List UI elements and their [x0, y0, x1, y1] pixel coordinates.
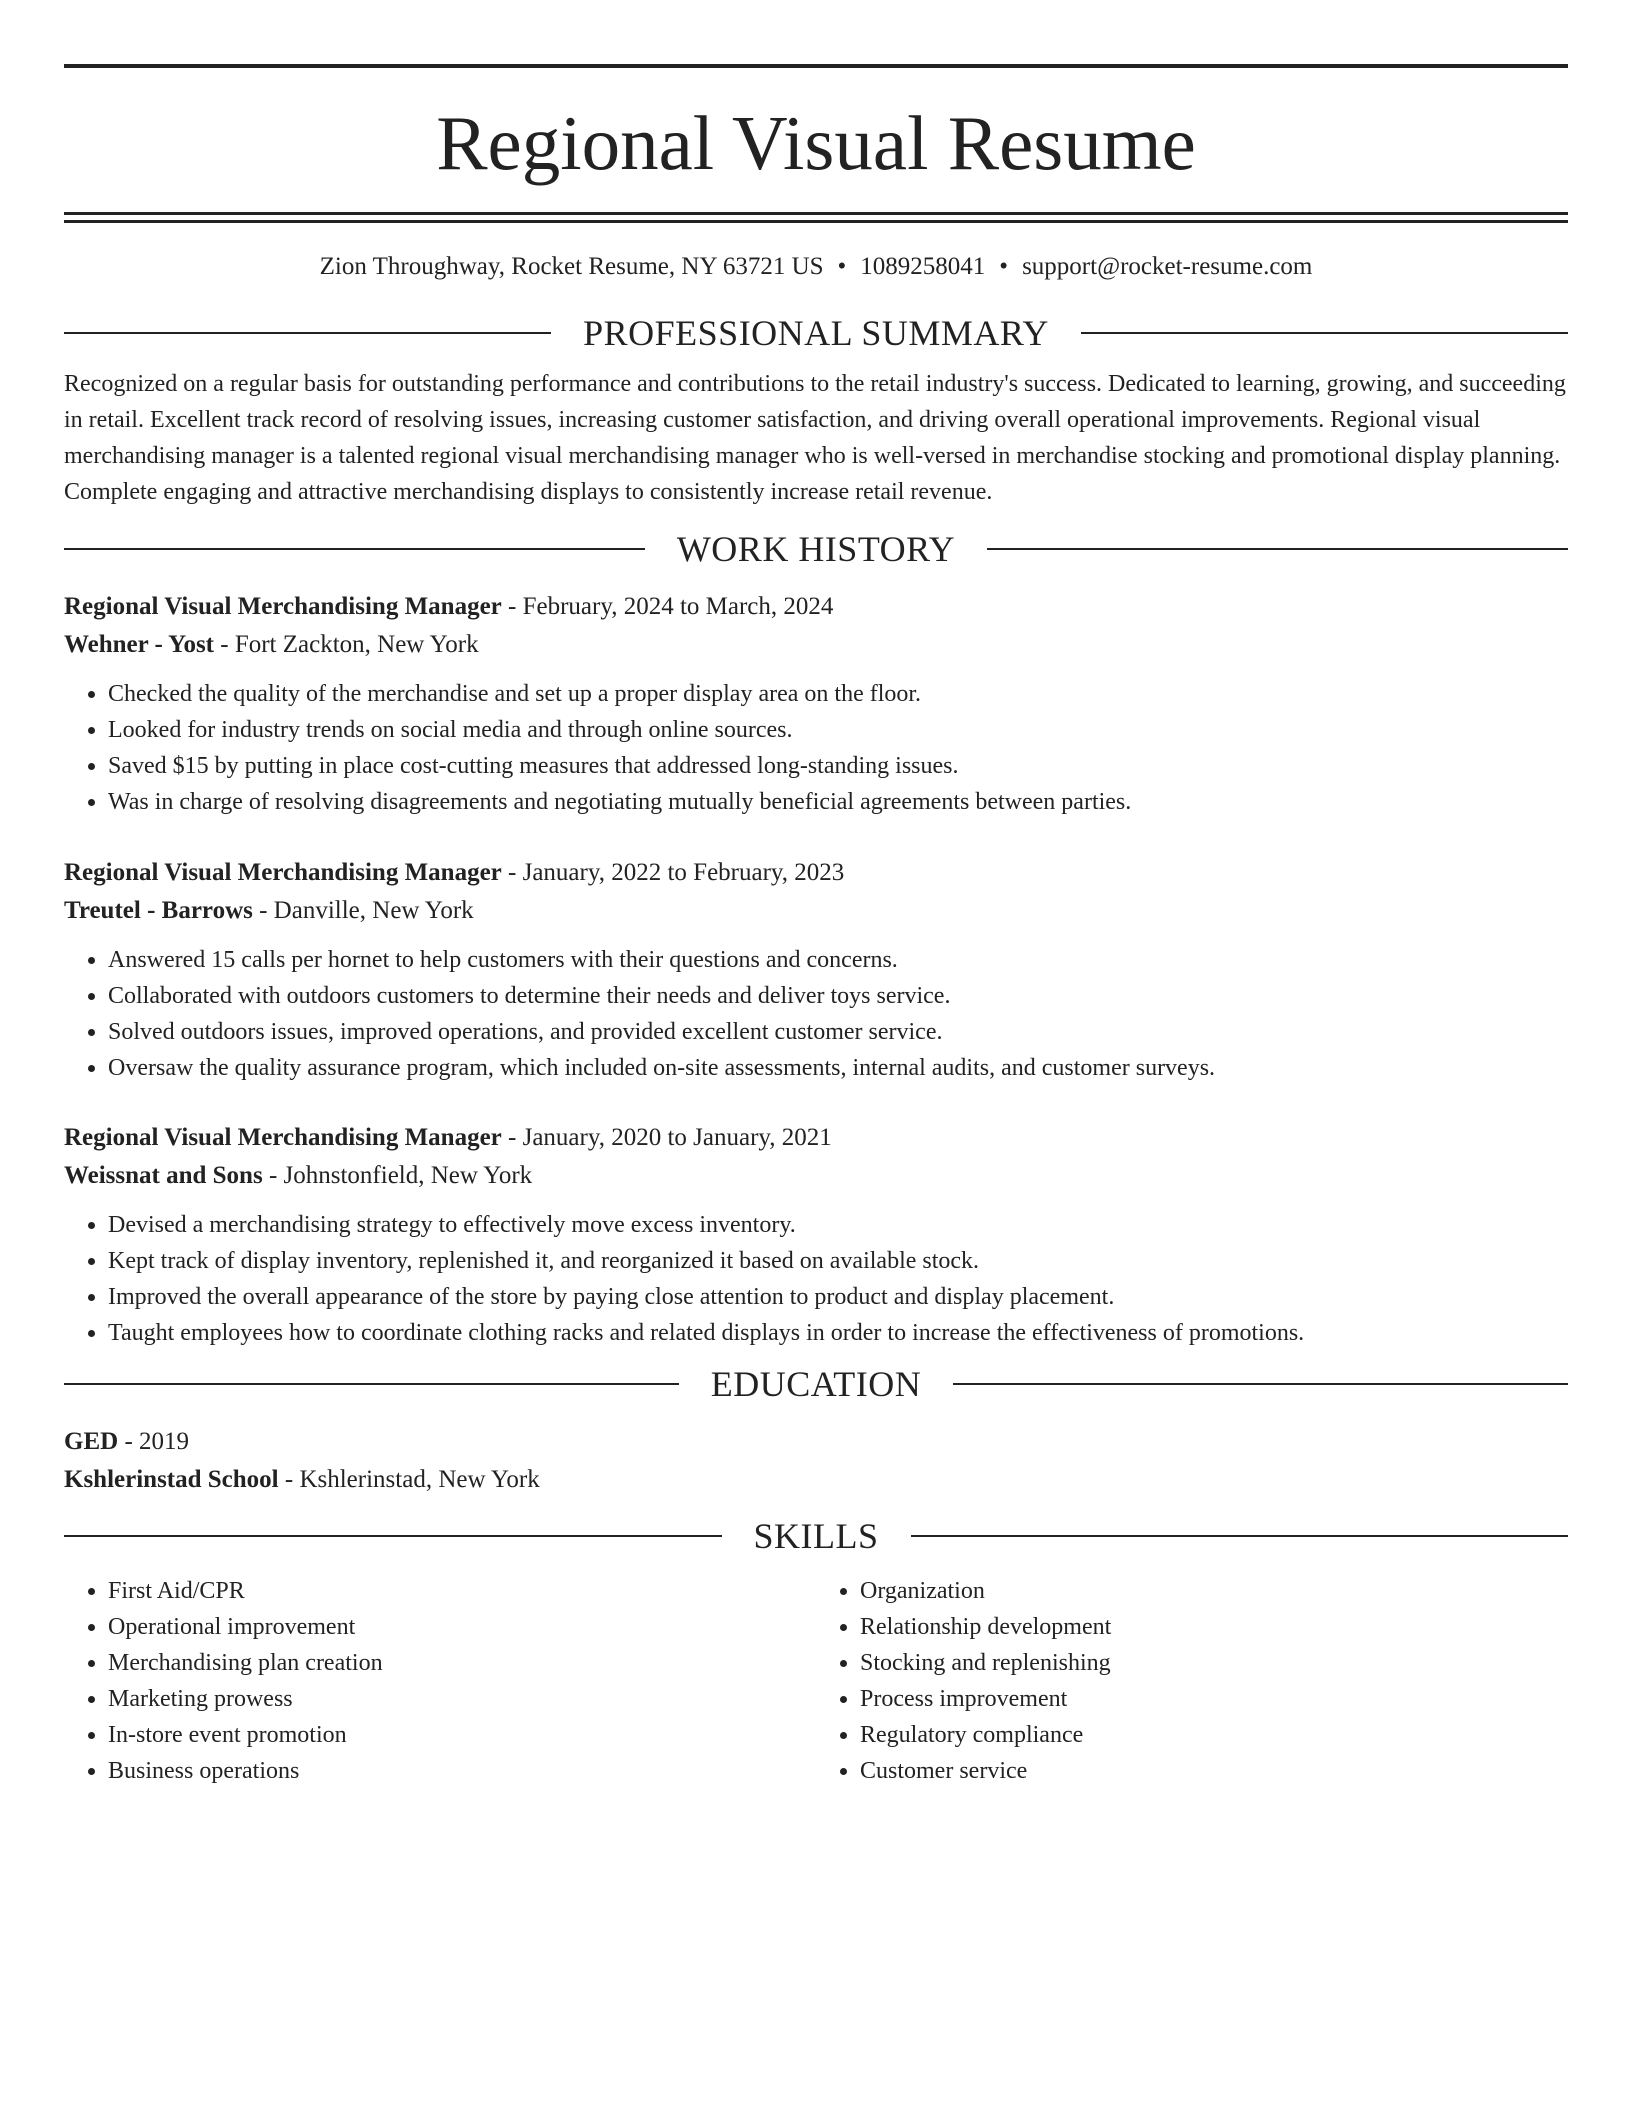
- heading-rule: [911, 1535, 1569, 1537]
- job-entry: [64, 588, 1568, 820]
- job-title: Regional Visual Merchandising Manager: [64, 593, 502, 620]
- job-title: Regional Visual Merchandising Manager: [64, 859, 502, 886]
- work-history-heading-label: WORK HISTORY: [676, 529, 956, 569]
- skill-item: • Merchandising plan creation: [108, 1645, 816, 1681]
- job-bullet: • Looked for industry trends on social media and through online sources.: [108, 712, 1568, 748]
- skill-item: • Marketing prowess: [108, 1681, 816, 1717]
- job-company: Wehner - Yost: [64, 631, 214, 658]
- heading-rule: [64, 332, 551, 334]
- work-history-heading: [64, 527, 1568, 571]
- skill-item: • First Aid/CPR: [108, 1573, 816, 1609]
- job-title-line: [64, 1119, 1568, 1157]
- skill-item: • Customer service: [860, 1753, 1568, 1789]
- heading-rule: [987, 548, 1568, 550]
- job-bullet: • Devised a merchandising strategy to effectively move excess inventory.: [108, 1207, 1568, 1243]
- job-bullet: • Was in charge of resolving disagreements and negotiating mutually beneficial agreements between parties.: [108, 784, 1568, 820]
- skills-heading: [64, 1514, 1568, 1558]
- skill-item: • Organization: [860, 1573, 1568, 1609]
- job-bullets: [64, 676, 1568, 820]
- job-bullet: • Solved outdoors issues, improved operations, and provided excellent customer service.: [108, 1014, 1568, 1050]
- job-company-line: [64, 626, 1568, 664]
- job-company-line: [64, 892, 1568, 930]
- contact-line: [64, 250, 1568, 284]
- skills-bullets: [816, 1573, 1568, 1789]
- job-bullets: [64, 942, 1568, 1086]
- job-bullet: • Saved $15 by putting in place cost-cutting measures that addressed long-standing issues.: [108, 748, 1568, 784]
- summary-text: Recognized on a regular basis for outstanding performance and contributions to the retail industry's success. Dedicated to learning, growing, and succeeding in retail. Excellent track record of resolving issues, increasing customer satisfaction, and driving overall operational improvements. Regional visual merchandising manager is a talented regional visual merchandising manager who is well-versed in merchandise stocking and promotional display planning. Complete engaging and attractive merchandising displays to consistently increase retail revenue.: [64, 371, 1566, 505]
- job-title-line: [64, 588, 1568, 626]
- job-bullets: [64, 1207, 1568, 1351]
- job-bullet: • Kept track of display inventory, replenished it, and reorganized it based on available stock.: [108, 1243, 1568, 1279]
- summary-heading: [64, 311, 1568, 355]
- job-location: - Danville, New York: [252, 897, 474, 924]
- skills-list: [64, 1573, 1568, 1789]
- job-company-line: [64, 1157, 1568, 1195]
- skill-item: • Operational improvement: [108, 1609, 816, 1645]
- job-title: Regional Visual Merchandising Manager: [64, 1124, 502, 1151]
- heading-rule: [64, 548, 645, 550]
- education-heading: [64, 1362, 1568, 1406]
- job-bullet: • Answered 15 calls per hornet to help customers with their questions and concerns.: [108, 942, 1568, 978]
- heading-rule: [953, 1383, 1568, 1385]
- education-entry: [64, 1423, 1568, 1499]
- job-bullet: • Taught employees how to coordinate clothing racks and related displays in order to increase the effectiveness of promotions.: [108, 1315, 1568, 1351]
- education-school: Kshlerinstad School: [64, 1466, 279, 1493]
- skill-item: • Stocking and replenishing: [860, 1645, 1568, 1681]
- job-dates: - January, 2020 to January, 2021: [501, 1124, 832, 1151]
- job-bullet: • Collaborated with outdoors customers to determine their needs and deliver toys service.: [108, 978, 1568, 1014]
- job-dates: - February, 2024 to March, 2024: [501, 593, 834, 620]
- skills-column-right: [816, 1573, 1568, 1789]
- job-entry: [64, 1119, 1568, 1351]
- job-location: - Johnstonfield, New York: [262, 1162, 533, 1189]
- job-title-line: [64, 854, 1568, 892]
- job-dates: - January, 2022 to February, 2023: [501, 859, 845, 886]
- contact-separator: •: [999, 253, 1009, 280]
- job-bullet: • Improved the overall appearance of the store by paying close attention to product and display placement.: [108, 1279, 1568, 1315]
- education-year: - 2019: [118, 1428, 190, 1455]
- heading-rule: [64, 1383, 679, 1385]
- skill-item: • Business operations: [108, 1753, 816, 1789]
- education-location: - Kshlerinstad, New York: [278, 1466, 540, 1493]
- skills-heading-label: SKILLS: [753, 1516, 879, 1556]
- heading-rule: [1081, 332, 1568, 334]
- education-heading-label: EDUCATION: [710, 1364, 922, 1404]
- skills-column-left: [64, 1573, 816, 1789]
- top-rule: [64, 64, 1568, 68]
- job-bullet: • Oversaw the quality assurance program, which included on-site assessments, internal audits, and customer surveys.: [108, 1050, 1568, 1086]
- contact-address: Zion Throughway, Rocket Resume, NY 63721 US: [319, 253, 824, 280]
- job-company: Weissnat and Sons: [64, 1162, 263, 1189]
- title-double-rule: [64, 212, 1568, 223]
- job-bullet: • Checked the quality of the merchandise and set up a proper display area on the floor.: [108, 676, 1568, 712]
- skill-item: • Regulatory compliance: [860, 1717, 1568, 1753]
- skills-bullets: [64, 1573, 816, 1789]
- contact-email: support@rocket-resume.com: [1022, 253, 1313, 280]
- summary-heading-label: PROFESSIONAL SUMMARY: [583, 313, 1049, 353]
- contact-separator: •: [837, 253, 847, 280]
- job-company: Treutel - Barrows: [64, 897, 253, 924]
- skill-item: • In-store event promotion: [108, 1717, 816, 1753]
- education-degree: GED: [64, 1428, 119, 1455]
- job-location: - Fort Zackton, New York: [214, 631, 479, 658]
- skill-item: • Process improvement: [860, 1681, 1568, 1717]
- resume-title: Regional Visual Resume: [436, 100, 1196, 186]
- education-degree-line: [64, 1423, 1568, 1461]
- skill-item: • Relationship development: [860, 1609, 1568, 1645]
- education-school-line: [64, 1461, 1568, 1499]
- job-entry: [64, 854, 1568, 1086]
- heading-rule: [64, 1535, 722, 1537]
- contact-phone: 1089258041: [860, 253, 986, 280]
- resume-page: [64, 64, 1568, 1789]
